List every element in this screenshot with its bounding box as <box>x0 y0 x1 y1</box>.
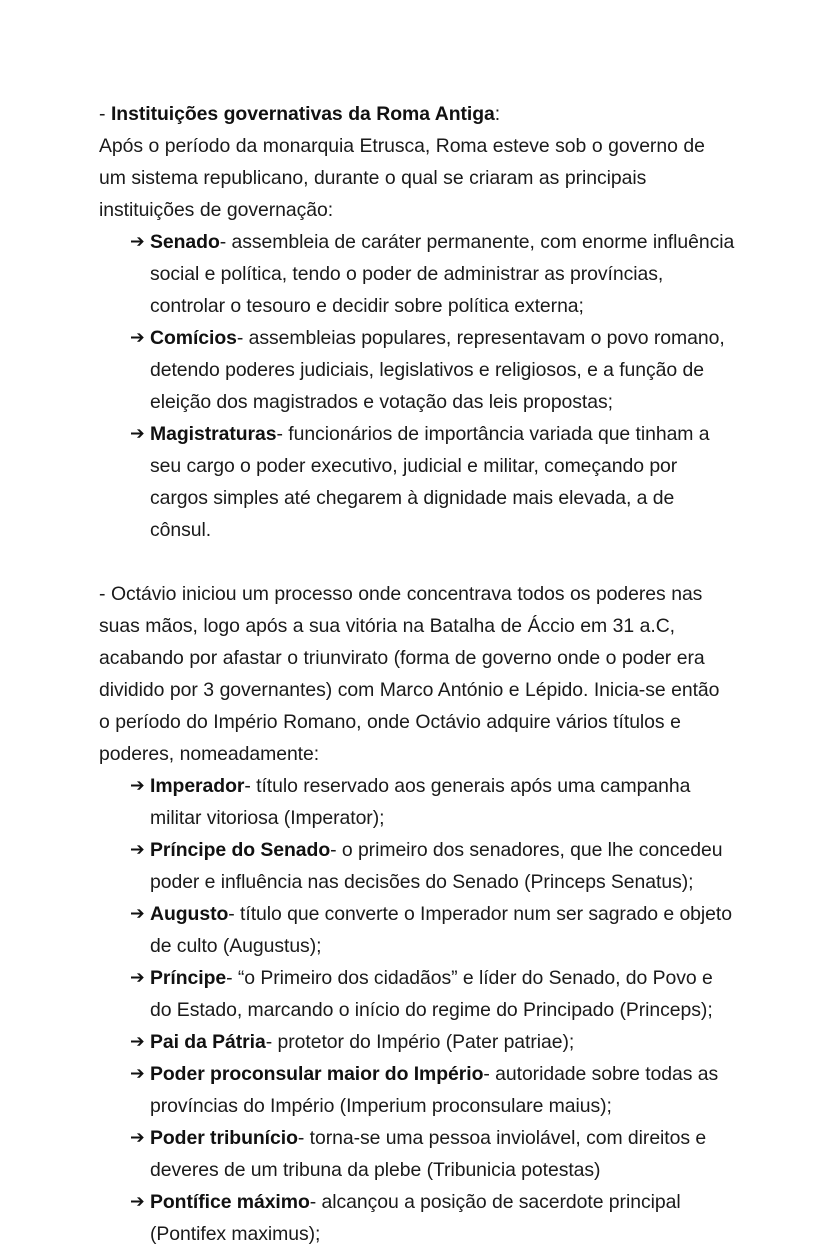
arrow-right-icon: ➔ <box>130 776 145 796</box>
heading-suffix: : <box>494 103 501 125</box>
list-item-term: Comícios <box>150 327 237 349</box>
arrow-right-icon: ➔ <box>130 1064 145 1084</box>
list-item <box>99 1026 735 1058</box>
list-item-description: - título que converte o Imperador num ser sagrado e objeto de culto (Augustus); <box>150 903 732 957</box>
list-item-term: Augusto <box>150 903 229 925</box>
list-item-description: - o primeiro dos senadores, que lhe concedeu poder e influência nas decisões do Senado (Princeps Senatus); <box>150 839 723 893</box>
list-item-term: Poder tribunício <box>150 1127 298 1149</box>
list-item-term: Príncipe <box>150 967 227 989</box>
arrow-right-icon: ➔ <box>130 1032 145 1052</box>
list-item <box>99 418 735 546</box>
section-divider <box>99 546 735 578</box>
list-item-description: - assembleias populares, representavam o povo romano, detendo poderes judiciais, legislativos e religiosos, e a função de eleição dos magistrados e votação das leis propostas; <box>150 327 725 413</box>
list-item-description: - “o Primeiro dos cidadãos” e líder do Senado, do Povo e do Estado, marcando o início do regime do Principado (Princeps); <box>150 967 713 1021</box>
list-item <box>99 1122 735 1186</box>
list-item-description: - autoridade sobre todas as províncias do Império (Imperium proconsulare maius); <box>150 1063 719 1117</box>
list-item-description: - protetor do Império (Pater patriae); <box>265 1031 575 1053</box>
list-item-term: Senado <box>150 231 220 253</box>
list-item <box>99 770 735 834</box>
arrow-right-icon: ➔ <box>130 232 145 252</box>
list-item <box>99 1186 735 1250</box>
list-item <box>99 962 735 1026</box>
list-item-term: Pontífice máximo <box>150 1191 310 1213</box>
list-item-description: - título reservado aos generais após uma campanha militar vitoriosa (Imperator); <box>150 775 691 829</box>
list-item <box>99 322 735 418</box>
list-item <box>99 1058 735 1122</box>
institutions-list <box>99 226 735 546</box>
arrow-right-icon: ➔ <box>130 1192 145 1212</box>
arrow-right-icon: ➔ <box>130 968 145 988</box>
arrow-right-icon: ➔ <box>130 1128 145 1148</box>
list-item-description: - alcançou a posição de sacerdote principal (Pontifex maximus); <box>150 1191 681 1245</box>
list-item-term: Príncipe do Senado <box>150 839 331 861</box>
list-item-term: Pai da Pátria <box>150 1031 266 1053</box>
list-item <box>99 898 735 962</box>
section-intro-instituicoes: Após o período da monarquia Etrusca, Roma esteve sob o governo de um sistema republicano, durante o qual se criaram as principais instituições de governação: <box>99 135 705 221</box>
list-item-term: Imperador <box>150 775 245 797</box>
list-item-term: Poder proconsular maior do Império <box>150 1063 484 1085</box>
arrow-right-icon: ➔ <box>130 424 145 444</box>
list-item <box>99 834 735 898</box>
heading-dash: - <box>99 103 111 125</box>
document-body <box>99 98 735 1250</box>
list-item-description: - torna-se uma pessoa inviolável, com direitos e deveres de um tribuna da plebe (Tribunicia potestas) <box>150 1127 707 1181</box>
arrow-right-icon: ➔ <box>130 904 145 924</box>
list-item-term: Magistraturas <box>150 423 277 445</box>
titles-list <box>99 770 735 1250</box>
list-item <box>99 226 735 322</box>
arrow-right-icon: ➔ <box>130 840 145 860</box>
list-item-description: - funcionários de importância variada que tinham a seu cargo o poder executivo, judicial e militar, começando por cargos simples até chegarem à dignidade mais elevada, a de cônsul. <box>150 423 710 541</box>
list-item-description: - assembleia de caráter permanente, com enorme influência social e política, tendo o poder de administrar as províncias, controlar o tesouro e decidir sobre política externa; <box>150 231 735 317</box>
heading-term: Instituições governativas da Roma Antiga <box>110 103 495 125</box>
section-intro-octavio: - Octávio iniciou um processo onde concentrava todos os poderes nas suas mãos, logo após a sua vitória na Batalha de Áccio em 31 a.C, acabando por afastar o triunvirato (forma de governo onde o poder era dividido por 3 governantes) com Marco António e Lépido. Inicia-se então o período do Império Romano, onde Octávio adquire vários títulos e poderes, nomeadamente: <box>99 583 720 765</box>
arrow-right-icon: ➔ <box>130 328 145 348</box>
section-heading-instituicoes <box>99 98 735 130</box>
